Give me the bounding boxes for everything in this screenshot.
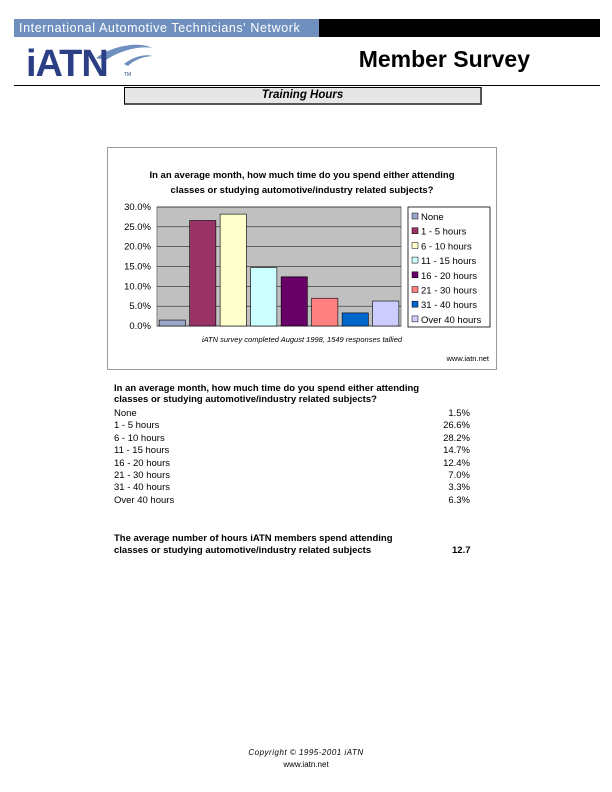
legend-label: 1 - 5 hours xyxy=(421,226,467,238)
row-label: 16 - 20 hours xyxy=(114,457,170,469)
row-label: 6 - 10 hours xyxy=(114,432,165,444)
row-value: 7.0% xyxy=(448,469,470,481)
average-value: 12.7 xyxy=(452,545,471,556)
y-tick-label: 30.0% xyxy=(124,202,151,213)
logo-tm: TM xyxy=(124,72,132,78)
chart-note: iATN survey completed August 1998, 1549 responses tallied xyxy=(201,335,403,344)
response-table xyxy=(114,408,470,507)
network-name: International Automotive Technicians' Network xyxy=(14,19,319,37)
legend-label: 16 - 20 hours xyxy=(421,270,477,282)
chart-title-line-2: classes or studying automotive/industry related subjects? xyxy=(170,185,434,196)
legend-swatch xyxy=(412,257,418,263)
chart-site: www.iatn.net xyxy=(446,354,489,363)
legend-swatch xyxy=(412,287,418,293)
chart-title-line-1: In an average month, how much time do you spend either attending xyxy=(149,170,455,181)
y-tick-label: 25.0% xyxy=(124,221,151,233)
row-label: Over 40 hours xyxy=(114,494,175,506)
y-tick-label: 15.0% xyxy=(124,261,151,273)
legend-swatch xyxy=(412,301,418,307)
bar-7 xyxy=(342,313,368,326)
legend-swatch xyxy=(412,213,418,219)
question-line-2: classes or studying automotive/industry related subjects? xyxy=(114,394,377,405)
row-label: 31 - 40 hours xyxy=(114,482,170,494)
y-tick-label: 0.0% xyxy=(129,321,151,332)
bar-6 xyxy=(312,298,338,326)
table-row xyxy=(114,482,470,494)
logo-text: iATN xyxy=(26,43,108,82)
question-text xyxy=(114,383,454,405)
legend-swatch xyxy=(412,272,418,278)
table-row xyxy=(114,445,470,457)
row-value: 12.4% xyxy=(443,457,470,469)
legend-swatch xyxy=(412,228,418,234)
row-label: 11 - 15 hours xyxy=(114,445,170,457)
average-text xyxy=(114,533,474,557)
row-value: 1.5% xyxy=(448,408,470,419)
row-label: 1 - 5 hours xyxy=(114,420,160,432)
legend-swatch xyxy=(412,242,418,248)
bar-1 xyxy=(159,320,185,326)
table-row xyxy=(114,408,470,420)
y-tick-label: 5.0% xyxy=(129,301,151,313)
legend-label: 6 - 10 hours xyxy=(421,241,472,253)
iatn-logo xyxy=(26,40,156,82)
section-title: Training Hours xyxy=(124,87,482,105)
bar-2 xyxy=(190,220,216,326)
legend-label: 21 - 30 hours xyxy=(421,285,477,297)
bar-3 xyxy=(220,214,246,326)
table-row xyxy=(114,495,470,507)
row-label: None xyxy=(114,408,137,419)
row-value: 28.2% xyxy=(443,432,470,444)
average-line-1: The average number of hours iATN members spend attending xyxy=(114,533,393,544)
legend-label: None xyxy=(421,212,444,223)
bar-4 xyxy=(251,268,277,326)
legend-label: 31 - 40 hours xyxy=(421,300,477,312)
row-value: 3.3% xyxy=(448,482,470,494)
swoosh-icon-small xyxy=(124,55,152,66)
table-row xyxy=(114,458,470,470)
row-label: 21 - 30 hours xyxy=(114,469,170,481)
footer-site: www.iatn.net xyxy=(283,760,329,769)
header-divider xyxy=(14,85,600,86)
header-banner xyxy=(14,19,600,37)
y-tick-label: 10.0% xyxy=(124,281,151,293)
page-title: Member Survey xyxy=(358,46,530,72)
bar-8 xyxy=(373,301,399,326)
table-row xyxy=(114,470,470,482)
legend-label: Over 40 hours xyxy=(421,314,482,326)
y-tick-label: 20.0% xyxy=(124,241,151,253)
row-value: 6.3% xyxy=(448,494,470,506)
average-line-2: classes or studying automotive/industry related subjects xyxy=(114,545,372,556)
bar-5 xyxy=(281,277,307,326)
row-value: 26.6% xyxy=(443,420,470,432)
question-line-1: In an average month, how much time do you spend either attending xyxy=(114,383,420,394)
table-row xyxy=(114,420,470,432)
table-row xyxy=(114,433,470,445)
legend-swatch xyxy=(412,316,418,322)
copyright: Copyright © 1995-2001 iATN xyxy=(248,748,364,757)
legend-label: 11 - 15 hours xyxy=(421,256,477,268)
chart-frame xyxy=(107,147,497,370)
row-value: 14.7% xyxy=(443,445,470,457)
